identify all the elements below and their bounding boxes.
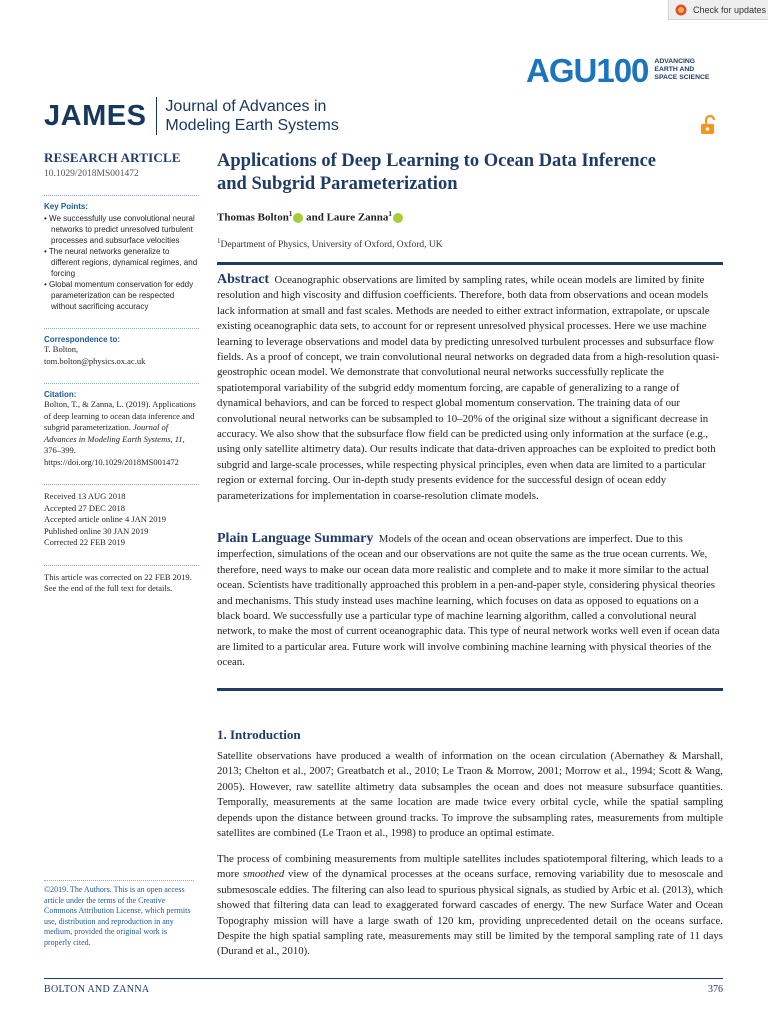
agu-tagline: [654, 58, 709, 82]
body-paragraph-text: view of the dynamical processes at the oceans surface, removing variability due to mesoscale and submesoscale eddies. The filtering can also lead to spurious physical signals, as studied by Arbic et al. (2013), which showed that filtering data can lead to exaggerated forward cascades of energy. The new Surface Water and Ocean Topography mission will have a large swath of 120 km, providing unprecedented detail on the oceans surface. Despite the high spatial sampling rate, measurements may still be limited by the temporal sampling rate of 11 days (Durand et al., 2010).: [217, 868, 723, 958]
article-title-line1: Applications of Deep Learning to Ocean Data Inference: [217, 151, 656, 171]
sidebar: [44, 150, 199, 595]
orcid-icon[interactable]: [293, 213, 303, 223]
running-footer-authors: BOLTON AND ZANNA: [44, 984, 150, 995]
body-paragraph: Satellite observations have produced a wealth of information on the ocean circulation (Abernathey & Marshall, 2013; Chelton et al., 2007; Greatbatch et al., 2010; Le Traon & Morrow, 2001; Morrow et al., 1994; Scott & Wang, 2005). However, raw satellite altimetry data subsamples the ocean and does not measure subsurface quantities. Temporally, measurements at the same location are made twice every orbital cycle, while the spatial sampling depends upon the distance between ground tracks. To improve the subsampling rates, measurements from multiple satellites are combined (Le Traon et al., 1998) to produce an optimal estimate.: [217, 750, 723, 840]
author-name: Laure Zanna: [326, 211, 389, 224]
body-paragraph: [217, 852, 723, 960]
check-for-updates-label: Check for updates: [693, 4, 767, 15]
citation-pages-doi[interactable]: 376–399. https://doi.org/10.1029/2018MS001472: [44, 445, 179, 467]
abstract-text: Oceanographic observations are limited by sampling rates, while ocean models are limited by finite resolution and high viscosity and diffusion coefficients. Therefore, both data from observations and ocean models lack information at small and fast scales. Methods are needed to either extract information, extrapolate, or upscale existing oceanographic data sets, to account for or represent unresolved physical processes. Here we use machine learning to leverage observations and model data by predicting unresolved turbulent processes and subsurface flow fields. As a proof of concept, we train convolutional neural networks on degraded data from a high-resolution quasi-geostrophic ocean model. We demonstrate that convolutional neural networks successfully replicate the spatiotemporal variability of the subgrid eddy momentum forcing, are capable of generalizing to a range of dynamical behaviors, and can be forced to respect global momentum conservation. The training data of our convolutional neural networks can be subsampled to 10–20% of the original size without a significant decrease in accuracy. We also show that the subsurface flow field can be predicted using only information at the surface (e.g., using only satellite altimetry data). Our results indicate that data-driven approaches can be exploited to predict both subgrid and large-scale processes, while respecting physical principles, even when data are limited to a particular region or external forcing. Our in-depth study presents evidence for the successful design of ocean eddy parameterizations for implementation in coarse-resolution climate models.: [217, 274, 720, 502]
affiliation-text: Department of Physics, University of Oxford, Oxford, UK: [220, 240, 443, 251]
agu-logo-number: 100: [596, 51, 649, 89]
correction-note: This article was corrected on 22 FEB 2019. See the end of the full text for details.: [44, 571, 192, 593]
author-affiliation-marker: 1: [288, 210, 293, 218]
pls-label: Plain Language Summary: [217, 531, 374, 546]
journal-name: [165, 97, 338, 135]
citation-volume: 11,: [174, 433, 185, 444]
journal-name-line2: Modeling Earth Systems: [165, 117, 339, 134]
page-number: 376: [708, 984, 723, 995]
body-paragraph-emphasis: smoothed: [242, 868, 285, 881]
author-affiliation: [217, 237, 723, 250]
author-list: [217, 210, 723, 224]
section-heading: 1. Introduction: [217, 727, 301, 742]
key-points-list: [44, 213, 199, 312]
open-access-lock-icon: [698, 114, 720, 136]
author-separator: and: [306, 211, 324, 224]
agu-tagline-1: ADVANCING: [654, 58, 696, 65]
history-section: [44, 484, 199, 549]
article-title-line2: and Subgrid Parameterization: [217, 174, 458, 194]
article-title: [217, 150, 723, 196]
abstract-bottom-rule: [217, 688, 723, 691]
history-published: Published online 30 JAN 2019: [44, 525, 149, 536]
key-point: • Global momentum conservation for eddy parameterization can be respected without sacrificing accuracy: [44, 279, 199, 312]
citation-text: [44, 399, 199, 468]
journal-logo: [44, 97, 339, 135]
citation-section: [44, 383, 199, 468]
key-point: • We successfully use convolutional neural networks to predict unresolved turbulent processes and subsurface velocities: [44, 213, 199, 246]
correction-note-section: [44, 565, 199, 595]
history-received: Received 13 AUG 2018: [44, 491, 126, 501]
journal-name-line1: Journal of Advances in: [165, 98, 327, 115]
correspondence-section: [44, 328, 199, 367]
article-doi: 10.1029/2018MS001472: [44, 169, 139, 179]
citation-heading: Citation:: [44, 390, 77, 399]
correspondence-heading: Correspondence to:: [44, 335, 121, 344]
agu-tagline-2: EARTH AND: [654, 66, 695, 73]
abstract-label: Abstract: [217, 272, 270, 287]
copyright-notice: ©2019. The Authors. This is an open access article under the terms of the Creative Commons Attribution License, which permits use, distribution and reproduction in any medium, provided the original work is properly cited.: [44, 880, 194, 948]
plain-language-summary: [217, 531, 723, 671]
agu100-logo: [526, 50, 709, 90]
history-corrected: Corrected 22 FEB 2019: [44, 537, 125, 547]
footer-rule: [44, 978, 723, 979]
agu-logo-mark: AGU: [526, 51, 597, 89]
key-points-heading: Key Points:: [44, 202, 89, 211]
affiliation-marker: 1: [217, 237, 221, 245]
key-point: • The neural networks generalize to different regions, dynamical regimes, and forcing: [44, 246, 199, 279]
citation-reference: Bolton, T., & Zanna, L. (2019). Applications of deep learning to ocean data inference and subgrid parameterization.: [44, 399, 196, 432]
citation-journal: Journal of Advances in Modeling Earth Systems,: [44, 422, 173, 444]
orcid-icon[interactable]: [393, 213, 403, 223]
journal-abbrev: JAMES: [44, 99, 147, 132]
author-name: Thomas Bolton: [217, 211, 289, 224]
article-type: RESEARCH ARTICLE: [44, 150, 181, 165]
history-accepted: Accepted 27 DEC 2018: [44, 502, 125, 513]
pls-text: Models of the ocean and ocean observations are imperfect. Due to this imperfection, simulations of the ocean and our observations are not quite the same as the true ocean currents. We, therefore, need ways to make our ocean data more realistic and complete and to make it more similar to the actual ocean. Scientists have traditionally approached this problem in a pen-and-paper style, considering physical theories and mechanisms. This study instead uses machine learning, which focuses on data as opposed to equations on a black board. We successfully use a particular type of machine learning algorithm, called a convolutional neural network, to make the most of current oceanographic data. This type of neural network works well even if ocean data are limited to a particular area. Future work will involve combining machine learning with physical theories of the ocean.: [217, 533, 720, 669]
agu-tagline-3: SPACE SCIENCE: [654, 74, 710, 81]
abstract-top-rule: [217, 262, 723, 265]
key-points-section: [44, 195, 199, 312]
check-updates-icon: [675, 4, 687, 16]
abstract: [217, 272, 723, 504]
body-paragraph-text: The process of combining measurements from multiple satellites includes spatiotemporal filtering, which leads to a more: [217, 853, 723, 881]
journal-logo-divider: [156, 97, 157, 135]
check-for-updates-button[interactable]: [668, 0, 768, 20]
author-affiliation-marker: 1: [388, 210, 392, 218]
history-online: Accepted article online 4 JAN 2019: [44, 514, 167, 524]
correspondence-name: T. Bolton,: [44, 344, 79, 354]
correspondence-email[interactable]: tom.bolton@physics.ox.ac.uk: [44, 355, 146, 366]
